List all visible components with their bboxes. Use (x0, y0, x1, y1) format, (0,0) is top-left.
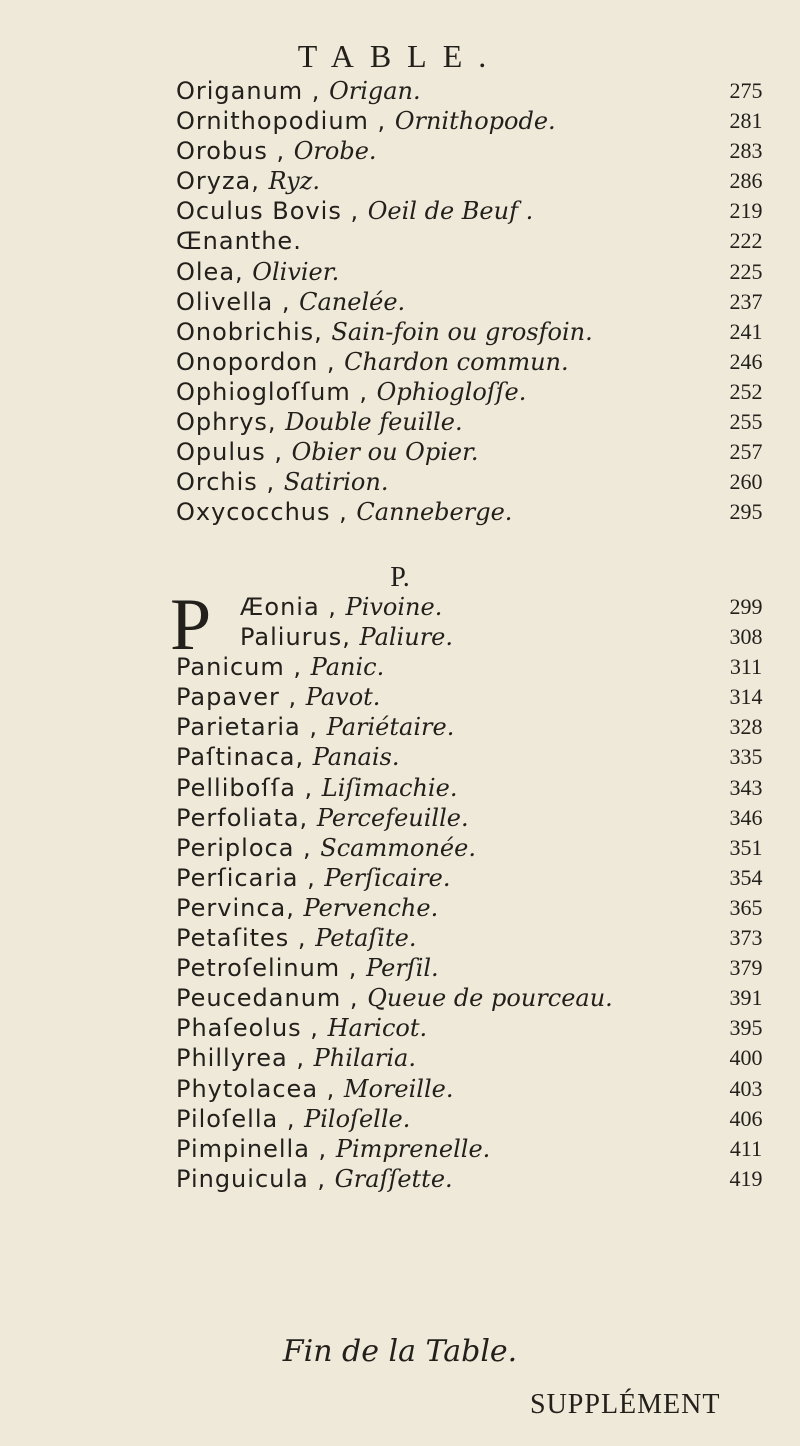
index-entry (176, 803, 776, 833)
latin-name: Olivella , (176, 287, 300, 316)
french-name: Origan. (329, 77, 421, 105)
page-number: 406 (729, 1105, 763, 1131)
index-entry (176, 712, 776, 742)
index-entry (176, 196, 776, 226)
end-of-table-text: Fin de la Table. (282, 1334, 518, 1369)
index-section-o (176, 76, 776, 527)
french-name: Piloſelle. (304, 1104, 411, 1133)
page-number: 260 (729, 469, 763, 495)
page-number: 354 (729, 864, 763, 890)
index-entry (176, 226, 776, 256)
latin-name: Ornithopodium , (176, 107, 395, 136)
latin-name: Pinguicula , (176, 1164, 335, 1193)
catchword: SUPPLÉMENT (530, 1389, 721, 1420)
french-name: Canelée. (299, 287, 406, 316)
latin-name: Orchis , (176, 468, 284, 497)
french-name: Canneberge. (356, 498, 513, 527)
latin-name: Pelliboſſa , (176, 773, 322, 802)
page-number: 275 (729, 78, 763, 103)
index-entry (176, 407, 776, 437)
french-name: Paliure. (359, 623, 453, 652)
french-name: Panais. (312, 743, 400, 772)
latin-name: Perfoliata, (176, 803, 317, 832)
latin-name: Olea, (176, 257, 253, 286)
latin-name: Oxycocchus , (176, 498, 357, 527)
page-number: 225 (729, 258, 763, 284)
page-number: 403 (729, 1075, 763, 1101)
latin-name: Paſtinaca, (176, 743, 313, 772)
page-number: 299 (729, 594, 763, 619)
french-name: Perſicaire. (324, 863, 451, 892)
latin-name: Oculus Bovis , (176, 197, 368, 226)
index-entry (176, 1104, 776, 1134)
french-name: Obier ou Opier. (291, 438, 479, 467)
index-entry (176, 923, 776, 953)
index-entry (176, 377, 776, 407)
latin-name: Piloſella , (176, 1104, 305, 1133)
french-name: Philaria. (313, 1044, 416, 1073)
french-name: Orobe. (293, 137, 377, 166)
french-name: Panic. (310, 653, 385, 682)
french-name: Scammonée. (320, 833, 476, 862)
index-entry (176, 773, 776, 803)
page-number: 395 (729, 1015, 763, 1041)
latin-name: Onobrichis, (176, 317, 332, 346)
index-entry (176, 317, 776, 347)
french-name: Olivier. (252, 257, 340, 286)
latin-name: Æonia , (240, 593, 346, 621)
index-entry (176, 347, 776, 377)
latin-name: Onopordon , (176, 347, 345, 376)
french-name: Queue de pourceau. (367, 984, 613, 1013)
latin-name: Peucedanum , (176, 984, 368, 1013)
index-entry (176, 682, 776, 712)
page-number: 373 (729, 925, 763, 951)
index-section-p (176, 592, 776, 1194)
french-name: Haricot. (327, 1014, 428, 1043)
page-number: 295 (729, 499, 763, 525)
latin-name: Parietaria , (176, 713, 327, 742)
latin-name: Phaſeolus , (176, 1014, 328, 1043)
latin-name: Œnanthe. (176, 227, 302, 256)
index-entry (176, 76, 776, 106)
latin-name: Periploca , (176, 833, 321, 862)
page-number: 241 (729, 318, 763, 344)
french-name: Ophiogloſſe. (376, 377, 527, 406)
french-name: Moreille. (343, 1074, 454, 1103)
french-name: Pivoine. (345, 593, 443, 621)
latin-name: Perſicaria , (176, 863, 325, 892)
latin-name: Panicum , (176, 653, 311, 682)
french-name: Pervenche. (303, 893, 439, 922)
french-name: Graſſette. (334, 1164, 453, 1193)
latin-name: Orobus , (176, 137, 294, 166)
french-name: Double feuille. (285, 408, 463, 437)
index-entry (176, 497, 776, 527)
index-entry (176, 287, 776, 317)
latin-name: Ophiogloſſum , (176, 377, 377, 406)
french-name: Perſil. (366, 954, 439, 983)
page-number: 308 (729, 624, 763, 650)
section-letter-p: P. (390, 562, 410, 593)
page-number: 346 (729, 804, 763, 830)
page-number: 419 (729, 1165, 763, 1191)
page-number: 283 (729, 138, 763, 164)
page-number: 222 (729, 228, 763, 254)
latin-name: Pimpinella , (176, 1134, 336, 1163)
french-name: Satirion. (283, 468, 389, 497)
index-entry (176, 437, 776, 467)
page-number: 281 (729, 108, 763, 134)
latin-name: Paliurus, (240, 623, 360, 652)
page-header-title: TABLE. (297, 38, 503, 74)
french-name: Pariétaire. (326, 713, 455, 742)
french-name: Pimprenelle. (335, 1134, 491, 1163)
index-entry (176, 953, 776, 983)
french-name: Percefeuille. (316, 803, 469, 832)
french-name: Chardon commun. (344, 347, 569, 376)
index-entry (176, 1164, 776, 1194)
page-number: 237 (729, 288, 763, 314)
index-entry (176, 893, 776, 923)
drop-cap-p: P (170, 584, 212, 666)
page-number: 219 (729, 198, 763, 224)
page-number: 255 (729, 409, 763, 435)
index-entry (176, 863, 776, 893)
index-entry (176, 136, 776, 166)
latin-name: Pervinca, (176, 893, 304, 922)
index-entry (176, 1134, 776, 1164)
french-name: Oeil de Beuf . (367, 197, 534, 226)
page-number: 246 (729, 348, 763, 374)
index-entry (176, 742, 776, 772)
page-number: 391 (729, 985, 763, 1011)
page-number: 328 (729, 714, 763, 740)
page-number: 411 (729, 1135, 763, 1161)
index-entry (176, 166, 776, 196)
latin-name: Ophrys, (176, 408, 286, 437)
page-number: 379 (729, 955, 763, 981)
index-entry (176, 622, 776, 652)
page-number: 257 (729, 439, 763, 465)
page-number: 311 (729, 654, 763, 680)
latin-name: Origanum , (176, 77, 330, 105)
page-number: 335 (729, 744, 763, 770)
latin-name: Phytolacea , (176, 1074, 344, 1103)
page-number: 314 (729, 684, 763, 710)
french-name: Ryz. (268, 167, 321, 196)
french-name: Ornithopode. (394, 107, 556, 136)
index-entry (176, 1013, 776, 1043)
latin-name: Opulus , (176, 438, 292, 467)
page-number: 400 (729, 1045, 763, 1071)
french-name: Sain-foin ou grosfoin. (331, 317, 593, 346)
latin-name: Oryza, (176, 167, 269, 196)
page-number: 365 (729, 894, 763, 920)
french-name: Pavot. (305, 683, 381, 712)
page-number: 286 (729, 168, 763, 194)
page-number: 343 (729, 774, 763, 800)
index-entry (176, 106, 776, 136)
index-entry (176, 652, 776, 682)
index-entry (176, 1043, 776, 1073)
french-name: Liſimachie. (321, 773, 458, 802)
index-entry (176, 1074, 776, 1104)
latin-name: Phillyrea , (176, 1044, 314, 1073)
index-entry (176, 257, 776, 287)
french-name: Petaſite. (315, 924, 417, 953)
page-number: 351 (729, 834, 763, 860)
index-entry (176, 592, 776, 622)
index-entry (176, 467, 776, 497)
index-entry (176, 833, 776, 863)
latin-name: Petroſelinum , (176, 954, 367, 983)
latin-name: Papaver , (176, 683, 306, 712)
page-number: 252 (729, 378, 763, 404)
latin-name: Petaſites , (176, 924, 316, 953)
index-entry (176, 983, 776, 1013)
